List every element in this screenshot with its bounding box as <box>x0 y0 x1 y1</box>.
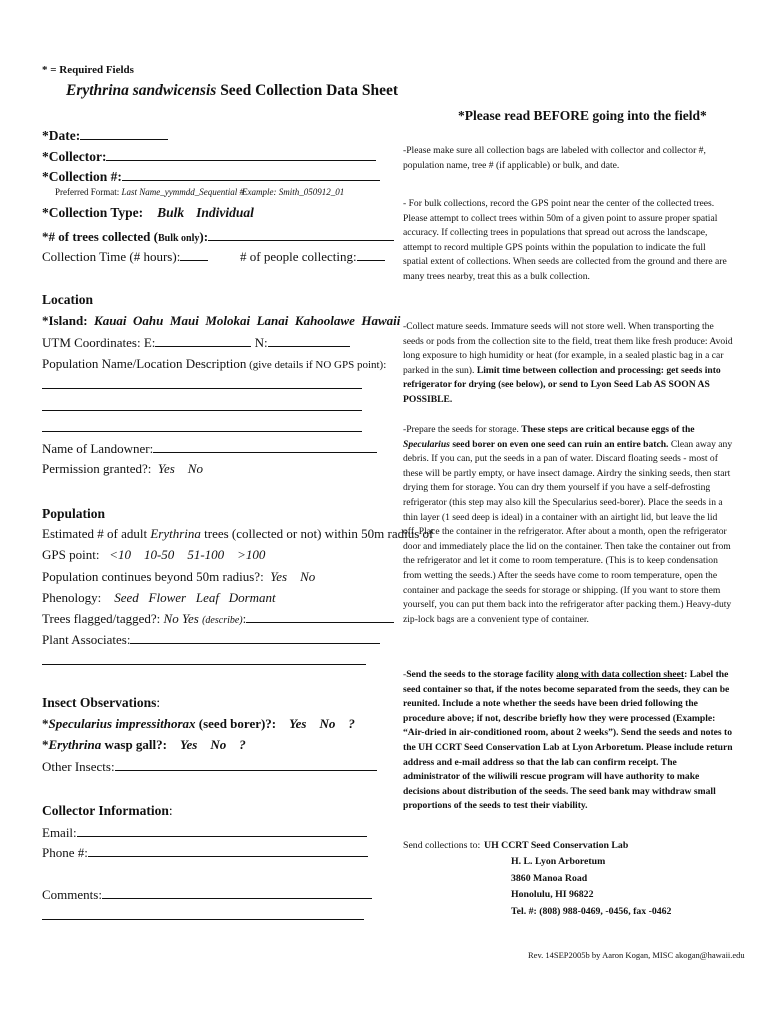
comments-line-2[interactable] <box>42 919 364 920</box>
specularius-no[interactable]: No <box>319 716 336 731</box>
specularius-yes[interactable]: Yes <box>289 716 307 731</box>
island-molokai[interactable]: Molokai <box>205 313 251 328</box>
gall-unknown[interactable]: ? <box>239 737 246 752</box>
collector-field[interactable] <box>42 149 376 165</box>
gall-yes[interactable]: Yes <box>179 737 198 752</box>
population-description-line-3[interactable] <box>42 431 362 432</box>
gall-no[interactable]: No <box>210 737 227 752</box>
collection-number-field[interactable] <box>42 169 380 185</box>
population-description-line-2[interactable] <box>42 410 362 411</box>
permission-row: Permission granted?: Yes No <box>42 461 203 476</box>
page-title <box>66 82 398 100</box>
phone-field[interactable]: Phone #: <box>42 845 368 861</box>
location-heading: Location <box>42 292 94 307</box>
trees-flagged-field[interactable]: Trees flagged/tagged?: No Yes (describe): <box>42 611 394 627</box>
permission-yes[interactable]: Yes <box>157 461 175 476</box>
island-maui[interactable]: Maui <box>169 313 199 328</box>
lab-address-line-1: UH CCRT Seed Conservation Lab <box>484 840 629 851</box>
specularius-row: *Specularius impressithorax (seed borer)?: Yes No ? <box>42 716 355 731</box>
insect-heading: Insect Observations: <box>42 695 161 710</box>
date-label: *Date: <box>42 128 81 143</box>
trees-collected-field[interactable]: *# of trees collected (Bulk only): <box>42 229 394 245</box>
gps-point-row: GPS point: <10 10-50 51-100 >100 <box>42 547 266 562</box>
beyond-radius-row: Population continues beyond 50m radius?: Yes No <box>42 569 316 584</box>
plant-associates-field[interactable]: Plant Associates: <box>42 632 380 648</box>
date-field[interactable] <box>42 128 168 144</box>
phenology-dormant[interactable]: Dormant <box>228 590 276 605</box>
phenology-flower[interactable]: Flower <box>148 590 187 605</box>
instruction-mature-seeds: -Collect mature seeds. Immature seeds will not store well. When transporting the seeds or pods from the collection site to the field, treat them like fresh produce: Avoid long exposure to high humidity or heat (for example, in a sealed plastic bag in a car parked in the sun). Limit time between collection and processing: get seeds into refrigerator for drying (see below), or send to Lyon Seed Lab AS SOON AS POSSIBLE. <box>403 321 733 405</box>
utm-field[interactable]: UTM Coordinates: E: N: <box>42 335 350 351</box>
plant-associates-line-2[interactable] <box>42 664 366 665</box>
lab-address-line-2: H. L. Lyon Arboretum <box>511 856 606 867</box>
erythrina-gall-row: *Erythrina wasp gall?: Yes No ? <box>42 737 246 752</box>
gps-option-gt100[interactable]: >100 <box>237 547 266 562</box>
collection-type-bulk[interactable]: Bulk <box>157 205 185 220</box>
example-note: Example: Smith_050912_01 <box>242 187 345 197</box>
population-heading: Population <box>42 506 106 521</box>
island-oahu[interactable]: Oahu <box>133 313 164 328</box>
gps-option-10-50[interactable]: 10-50 <box>143 547 175 562</box>
title-species: Erythrina sandwicensis <box>66 82 217 99</box>
required-fields-note: * = Required Fields <box>42 64 134 76</box>
estimated-trees-label: Estimated # of adult Erythrina trees (collected or not) within 50m radius of <box>42 526 434 541</box>
other-insects-field[interactable]: Other Insects: <box>42 759 377 775</box>
preferred-format-note: Preferred Format: Last Name_yymmdd_Sequential # <box>55 187 244 197</box>
comments-field[interactable]: Comments: <box>42 887 372 903</box>
collection-type-label: *Collection Type: <box>42 205 144 220</box>
collector-info-heading: Collector Information: <box>42 803 173 818</box>
send-collections-label: Send collections to: <box>403 840 481 851</box>
island-kauai[interactable]: Kauai <box>94 313 127 328</box>
revision-footer: Rev. 14SEP2005b by Aaron Kogan, MISC akogan@hawaii.edu <box>528 950 745 960</box>
email-field[interactable]: Email: <box>42 825 367 841</box>
people-collecting-field[interactable]: # of people collecting: <box>240 249 385 265</box>
gps-option-lt10[interactable]: <10 <box>109 547 131 562</box>
lab-address-line-3: 3860 Manoa Road <box>511 873 588 884</box>
landowner-field[interactable]: Name of Landowner: <box>42 441 377 457</box>
population-description-label: Population Name/Location Description (give details if NO GPS point): <box>42 356 387 371</box>
lab-address-line-4: Honolulu, HI 96822 <box>511 889 594 900</box>
instruction-gps: - For bulk collections, record the GPS point near the center of the collected trees. Please attempt to collect trees within 50m of a given point to assure proper spatial accuracy. If collecting trees in populations that spread out across the landscape, attempt to record multiple GPS points within the population to indicate the full spatial extent of collections. When seeds are collected from the ground and there are many trees nearby, treat this as a bulk collection. <box>403 198 727 282</box>
gps-option-51-100[interactable]: 51-100 <box>187 547 225 562</box>
beyond-no[interactable]: No <box>300 569 316 584</box>
phenology-leaf[interactable]: Leaf <box>195 590 219 605</box>
island-row: *Island: Kauai Oahu Maui Molokai Lanai Kahoolawe Hawaii <box>42 313 401 328</box>
phenology-seed[interactable]: Seed <box>114 590 139 605</box>
instruction-labeling: -Please make sure all collection bags are labeled with collector and collector #, population name, tree # (if applicable) or bulk, and date. <box>403 145 706 171</box>
instruction-send-seeds: -Send the seeds to the storage facility along with data collection sheet: Label the seed container so that, if the notes become separated from the seeds, they can be reunited. Include a note whether the seeds have been dried following the procedure above; if not, describe briefly how they were processed (Example: “Air-dried in air-conditioned room, about 2 weeks”). Send the seeds and notes to the UH CCRT Seed Conservation Lab at Lyon Arboretum. Please include return address and e-mail address so that the lab can confirm receipt. The administrator of the wiliwili rescue program will have authority to make decisions about distribution of the seeds. The seed bank may withdraw small proportions of the seeds to test their viability. <box>403 669 733 812</box>
specularius-unknown[interactable]: ? <box>348 716 355 731</box>
island-hawaii[interactable]: Hawaii <box>361 313 401 328</box>
island-kahoolawe[interactable]: Kahoolawe <box>294 313 355 328</box>
read-before-heading: *Please read BEFORE going into the field* <box>458 108 707 123</box>
beyond-yes[interactable]: Yes <box>270 569 288 584</box>
collection-time-field[interactable]: Collection Time (# hours): <box>42 249 208 265</box>
population-description-line-1[interactable] <box>42 388 362 389</box>
collection-type-row <box>42 205 254 221</box>
collection-type-individual[interactable]: Individual <box>196 205 254 220</box>
phenology-row: Phenology: Seed Flower Leaf Dormant <box>42 590 276 605</box>
lab-phone-fax: Tel. #: (808) 988-0469, -0456, fax -0462 <box>511 906 672 917</box>
instruction-prepare-seeds: -Prepare the seeds for storage. These steps are critical because eggs of the Specularius seed borer on even one seed can ruin an entire batch. Clean away any debris. If you can, put the seeds in a pan of water. Discard floating seeds - most of these will be partly empty, or have insect damage. Airdry the sinking seeds, then start drying them for storage. You can dry them yourself if you have a self-defrosting refrigerator (this step may also kill the Specularius seed-borer). Place the seeds in a thin layer (1 seed deep is ideal) in a container with an airtight lid, but leave the lid off. Place the container in the refrigerator. After about a month, open the refrigerator door and immediately place the lid on the container. Then take the container out from the refrigerator and let it come to room temperature. (This is to keep condensation from wetting the seeds.) After the seeds have come to room temperature, open the container and package the seeds for storage or shipping. (If you want to store them yourself, you can put them back into the refrigerator after packing them.) Heavy-duty zip-lock bags are a convenient type of container. <box>403 424 733 625</box>
island-lanai[interactable]: Lanai <box>256 313 289 328</box>
collection-number-label: *Collection #: <box>42 169 122 184</box>
permission-no[interactable]: No <box>187 461 203 476</box>
collector-label: *Collector: <box>42 149 107 164</box>
title-rest: Seed Collection Data Sheet <box>216 82 398 99</box>
